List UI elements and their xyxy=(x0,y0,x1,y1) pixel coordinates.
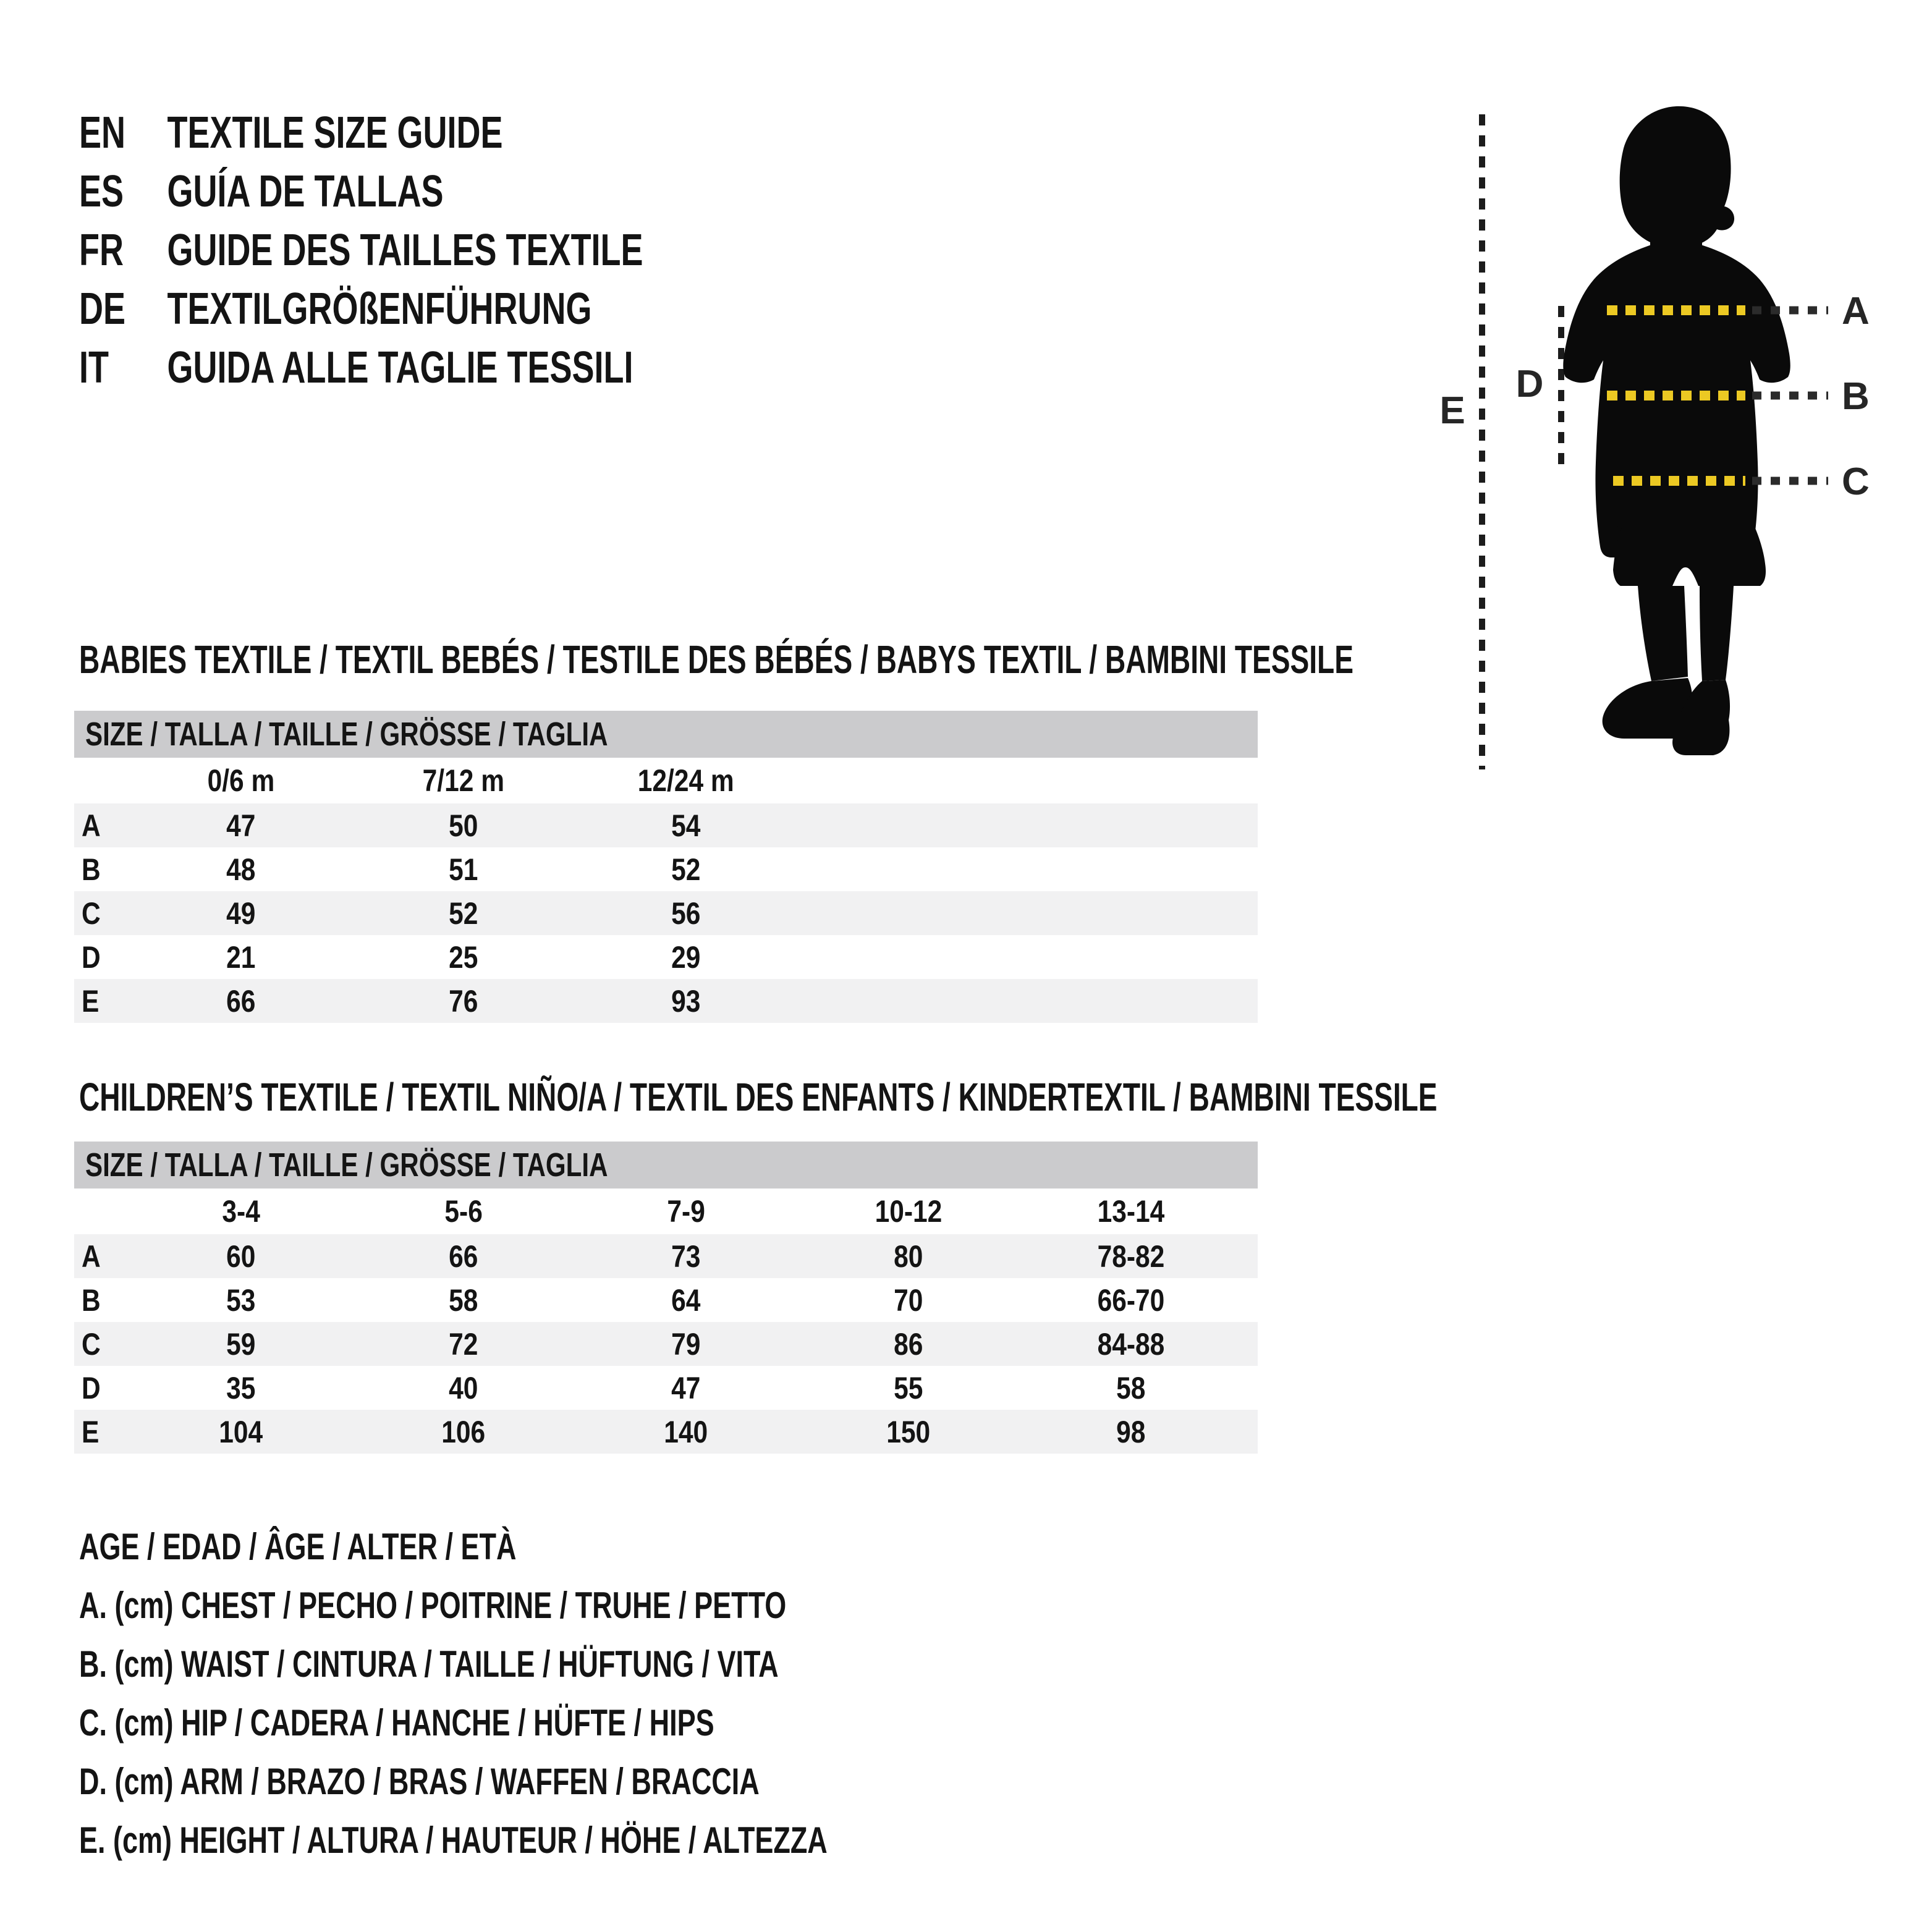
table-row xyxy=(74,891,1258,935)
row-label: D xyxy=(82,939,101,975)
measurement-figure-svg xyxy=(1434,93,1932,810)
table-cell: 78-82 xyxy=(1097,1239,1165,1274)
table-cell: 98 xyxy=(1116,1414,1146,1449)
table-cell: 59 xyxy=(226,1326,256,1362)
babies-size-table xyxy=(74,711,1258,1023)
legend-age: AGE / EDAD / ÂGE / ALTER / ETÀ xyxy=(79,1526,517,1567)
table-cell: 47 xyxy=(226,808,256,843)
table-cell: 64 xyxy=(671,1282,701,1318)
table-cell: 55 xyxy=(894,1370,923,1405)
column-header: 5-6 xyxy=(444,1194,483,1229)
lang-row-es xyxy=(79,163,831,221)
row-label: E xyxy=(82,1414,100,1449)
label-a: A xyxy=(1842,290,1870,333)
legend-hip: C. (cm) HIP / CADERA / HANCHE / HÜFTE / HIPS xyxy=(79,1702,714,1743)
lang-code: FR xyxy=(79,226,124,275)
table-cell: 52 xyxy=(671,852,701,887)
label-b: B xyxy=(1842,375,1870,418)
table-cell: 66-70 xyxy=(1097,1282,1165,1318)
table-cell: 60 xyxy=(226,1239,256,1274)
row-label: D xyxy=(82,1370,101,1405)
table-cell: 140 xyxy=(664,1414,708,1449)
label-e: E xyxy=(1439,389,1465,432)
table-cell: 70 xyxy=(894,1282,923,1318)
table-cell: 53 xyxy=(226,1282,256,1318)
table-cell: 52 xyxy=(449,896,478,931)
column-header-row xyxy=(74,758,1258,803)
label-c: C xyxy=(1842,460,1870,503)
guide-title: TEXTILE SIZE GUIDE xyxy=(167,108,503,158)
language-title-list xyxy=(79,104,831,397)
lang-row-en xyxy=(79,104,831,163)
column-header: 7-9 xyxy=(667,1194,705,1229)
guide-title: GUIDA ALLE TAGLIE TESSILI xyxy=(167,343,633,392)
children-section-heading: CHILDREN’S TEXTILE / TEXTIL NIÑO/A / TEXTIL DES ENFANTS / KINDERTEXTIL / BAMBINI TESSILE xyxy=(79,1075,1438,1119)
table-cell: 66 xyxy=(226,983,256,1019)
column-header-row xyxy=(74,1188,1258,1234)
table-cell: 150 xyxy=(886,1414,931,1449)
row-label: A xyxy=(82,808,101,843)
column-header: 10-12 xyxy=(875,1194,943,1229)
table-cell: 80 xyxy=(894,1239,923,1274)
column-header: 7/12 m xyxy=(422,763,505,798)
table-cell: 40 xyxy=(449,1370,478,1405)
table-cell: 84-88 xyxy=(1097,1326,1165,1362)
table-cell: 66 xyxy=(449,1239,478,1274)
measurement-legend xyxy=(79,1517,1077,1870)
table-cell: 86 xyxy=(894,1326,923,1362)
lang-code: ES xyxy=(79,167,124,216)
table-row xyxy=(74,979,1258,1023)
table-row xyxy=(74,803,1258,847)
table-row xyxy=(74,1366,1258,1410)
table-cell: 104 xyxy=(219,1414,263,1449)
children-size-table xyxy=(74,1142,1258,1454)
table-row xyxy=(74,935,1258,979)
guide-title: GUIDE DES TAILLES TEXTILE xyxy=(167,226,643,275)
column-header: 0/6 m xyxy=(207,763,275,798)
lang-row-fr xyxy=(79,221,831,280)
lang-row-it xyxy=(79,339,831,397)
table-cell: 29 xyxy=(671,939,701,975)
table-cell: 50 xyxy=(449,808,478,843)
row-label: C xyxy=(82,896,101,931)
row-label: C xyxy=(82,1326,101,1362)
table-cell: 76 xyxy=(449,983,478,1019)
measurement-figure xyxy=(1434,93,1932,810)
table-row xyxy=(74,1410,1258,1454)
legend-chest: A. (cm) CHEST / PECHO / POITRINE / TRUHE / PETTO xyxy=(79,1585,787,1626)
table-cell: 35 xyxy=(226,1370,256,1405)
table-cell: 51 xyxy=(449,852,478,887)
table-cell: 58 xyxy=(449,1282,478,1318)
table-cell: 79 xyxy=(671,1326,701,1362)
table-cell: 54 xyxy=(671,808,701,843)
row-label: E xyxy=(82,983,100,1019)
table-cell: 49 xyxy=(226,896,256,931)
row-label: B xyxy=(82,1282,101,1318)
table-row xyxy=(74,1322,1258,1366)
lang-row-de xyxy=(79,280,831,339)
label-d: D xyxy=(1515,363,1544,405)
table-row xyxy=(74,1278,1258,1322)
table-cell: 72 xyxy=(449,1326,478,1362)
table-cell: 56 xyxy=(671,896,701,931)
table-cell: 93 xyxy=(671,983,701,1019)
column-header: 3-4 xyxy=(222,1194,260,1229)
table-cell: 48 xyxy=(226,852,256,887)
size-header-bar: SIZE / TALLA / TAILLE / GRÖSSE / TAGLIA xyxy=(74,711,1258,758)
legend-waist: B. (cm) WAIST / CINTURA / TAILLE / HÜFTUNG / VITA xyxy=(79,1643,779,1685)
lang-code: IT xyxy=(79,343,109,392)
table-row xyxy=(74,1234,1258,1278)
row-label: B xyxy=(82,852,101,887)
lang-code: EN xyxy=(79,108,126,158)
lang-code: DE xyxy=(79,284,126,334)
babies-section-heading: BABIES TEXTILE / TEXTIL BEBÉS / TESTILE DES BÉBÉS / BABYS TEXTIL / BAMBINI TESSILE xyxy=(79,637,1354,682)
legend-height: E. (cm) HEIGHT / ALTURA / HAUTEUR / HÖHE / ALTEZZA xyxy=(79,1820,828,1861)
table-cell: 25 xyxy=(449,939,478,975)
table-cell: 47 xyxy=(671,1370,701,1405)
guide-title: GUÍA DE TALLAS xyxy=(167,167,444,216)
row-label: A xyxy=(82,1239,101,1274)
table-cell: 21 xyxy=(226,939,256,975)
size-header-bar: SIZE / TALLA / TAILLE / GRÖSSE / TAGLIA xyxy=(74,1142,1258,1188)
column-header: 12/24 m xyxy=(638,763,734,798)
legend-arm: D. (cm) ARM / BRAZO / BRAS / WAFFEN / BRACCIA xyxy=(79,1761,760,1802)
table-cell: 106 xyxy=(441,1414,486,1449)
column-header: 13-14 xyxy=(1097,1194,1165,1229)
table-cell: 73 xyxy=(671,1239,701,1274)
table-cell: 58 xyxy=(1116,1370,1146,1405)
guide-title: TEXTILGRÖßENFÜHRUNG xyxy=(167,284,592,334)
table-row xyxy=(74,847,1258,891)
